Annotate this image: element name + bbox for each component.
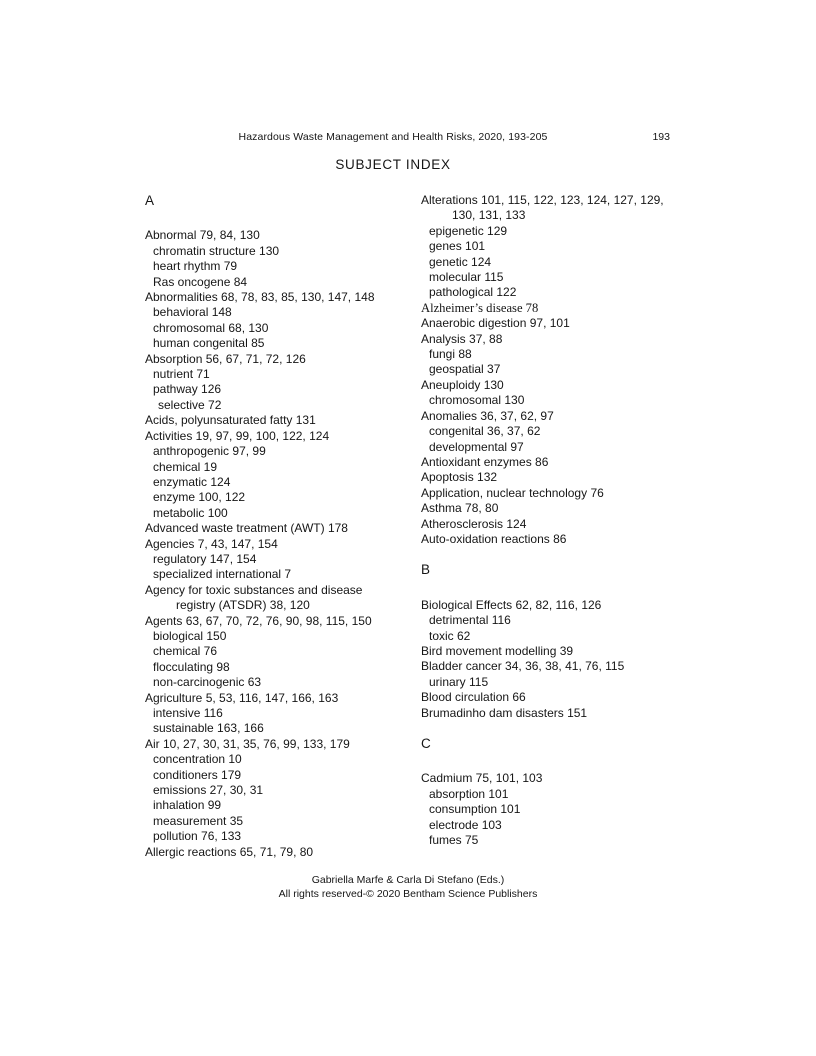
index-entry: Agency for toxic substances and disease: [145, 582, 363, 597]
index-entry: toxic 62: [429, 628, 471, 643]
index-entry: specialized international 7: [153, 567, 292, 582]
index-entry: pollution 76, 133: [153, 829, 242, 844]
index-entry: chemical 19: [153, 459, 218, 474]
index-entry: regulatory 147, 154: [153, 551, 257, 566]
index-entry: Aneuploidy 130: [421, 377, 504, 392]
index-entry: Antioxidant enzymes 86: [421, 454, 549, 469]
index-entry: enzyme 100, 122: [153, 490, 246, 505]
footer-editors: Gabriella Marfe & Carla Di Stefano (Eds.): [311, 874, 505, 886]
index-entry: Advanced waste treatment (AWT) 178: [145, 521, 348, 536]
index-entry: molecular 115: [429, 270, 504, 285]
index-entry: Agents 63, 67, 70, 72, 76, 90, 98, 115, 150: [145, 613, 372, 628]
index-entry: sustainable 163, 166: [153, 721, 264, 736]
section-letter: B: [421, 562, 431, 578]
index-entry: Atherosclerosis 124: [421, 516, 527, 531]
index-entry: Absorption 56, 67, 71, 72, 126: [145, 351, 306, 366]
index-entry: nutrient 71: [153, 367, 210, 382]
index-entry: Brumadinho dam disasters 151: [421, 705, 588, 720]
index-entry: intensive 116: [153, 706, 223, 720]
index-entry: human congenital 85: [153, 336, 265, 351]
index-entry: Activities 19, 97, 99, 100, 122, 124: [145, 428, 330, 443]
index-entry: emissions 27, 30, 31: [153, 783, 264, 798]
index-entry: genes 101: [429, 239, 486, 254]
index-entry: Abnormal 79, 84, 130: [145, 228, 260, 243]
index-entry: registry (ATSDR) 38, 120: [176, 598, 310, 613]
index-entry: Application, nuclear technology 76: [421, 485, 604, 500]
index-entry: Acids, polyunsaturated fatty 131: [145, 413, 316, 428]
page-footer: [0, 873, 816, 901]
index-entry: Agriculture 5, 53, 116, 147, 166, 163: [145, 690, 339, 705]
page-title: SUBJECT INDEX: [335, 157, 451, 172]
index-entry: Auto-oxidation reactions 86: [421, 531, 567, 546]
index-entry: fungi 88: [429, 347, 472, 362]
index-entry: chromosomal 68, 130: [153, 320, 269, 335]
index-entry: chemical 76: [153, 644, 218, 659]
index-entry: anthropogenic 97, 99: [153, 444, 266, 459]
index-entry: Asthma 78, 80: [421, 501, 499, 516]
index-entry: Apoptosis 132: [421, 470, 498, 485]
index-entry: Anaerobic digestion 97, 101: [421, 316, 570, 331]
index-entry: non-carcinogenic 63: [153, 675, 262, 690]
index-entry: developmental 97: [429, 439, 524, 454]
page-number: 193: [652, 131, 670, 143]
index-entry: detrimental 116: [429, 613, 511, 628]
index-entry: 130, 131, 133: [452, 208, 526, 223]
index-entry: genetic 124: [429, 254, 492, 269]
index-entry: electrode 103: [429, 817, 502, 832]
index-entry: congenital 36, 37, 62: [429, 424, 541, 439]
index-entry: Biological Effects 62, 82, 116, 126: [421, 597, 602, 612]
index-entry: flocculating 98: [153, 659, 230, 674]
index-column-left: [145, 193, 417, 860]
index-entry: consumption 101: [429, 802, 521, 817]
index-entry: metabolic 100: [153, 505, 228, 520]
index-entry: Blood circulation 66: [421, 690, 526, 705]
index-column-right: [421, 193, 706, 848]
index-entry: heart rhythm 79: [153, 259, 238, 274]
index-entry: geospatial 37: [429, 362, 501, 377]
index-entry: concentration 10: [153, 752, 242, 767]
index-entry: Allergic reactions 65, 71, 79, 80: [145, 844, 314, 859]
index-entry: Air 10, 27, 30, 31, 35, 76, 99, 133, 179: [145, 736, 350, 751]
index-entry: enzymatic 124: [153, 474, 231, 489]
index-entry: selective 72: [158, 397, 222, 412]
running-header-title: Hazardous Waste Management and Health Risks, 2020, 193-205: [238, 131, 548, 143]
section-letter: A: [145, 193, 155, 208]
index-entry: Bladder cancer 34, 36, 38, 41, 76, 115: [421, 659, 625, 674]
index-entry: Anomalies 36, 37, 62, 97: [421, 408, 554, 423]
index-entry: epigenetic 129: [429, 223, 508, 238]
index-entry: Ras oncogene 84: [153, 274, 248, 289]
index-entry: inhalation 99: [153, 798, 222, 813]
index-entry: Agencies 7, 43, 147, 154: [145, 536, 278, 551]
index-entry: Cadmium 75, 101, 103: [421, 771, 543, 786]
index-entry: conditioners 179: [153, 767, 242, 782]
index-entry: measurement 35: [153, 813, 244, 828]
index-entry: fumes 75: [429, 833, 479, 848]
section-letter: C: [421, 736, 431, 751]
index-entry: pathway 126: [153, 382, 222, 397]
index-entry: Alterations 101, 115, 122, 123, 124, 127, 129,: [421, 193, 664, 207]
index-entry: Analysis 37, 88: [421, 331, 503, 346]
index-entry: chromosomal 130: [429, 393, 525, 408]
index-entry: behavioral 148: [153, 305, 232, 320]
footer-rights: All rights reserved-© 2020 Bentham Science Publishers: [278, 888, 538, 900]
index-entry: chromatin structure 130: [153, 243, 280, 258]
index-entry: Alzheimer’s disease 78: [421, 300, 539, 315]
index-entry: absorption 101: [429, 786, 509, 801]
index-entry: Bird movement modelling 39: [421, 643, 574, 658]
index-entry: pathological 122: [429, 285, 517, 300]
index-entry: biological 150: [153, 628, 227, 643]
index-entry: Abnormalities 68, 78, 83, 85, 130, 147, 148: [145, 290, 375, 305]
index-entry: urinary 115: [429, 674, 489, 689]
